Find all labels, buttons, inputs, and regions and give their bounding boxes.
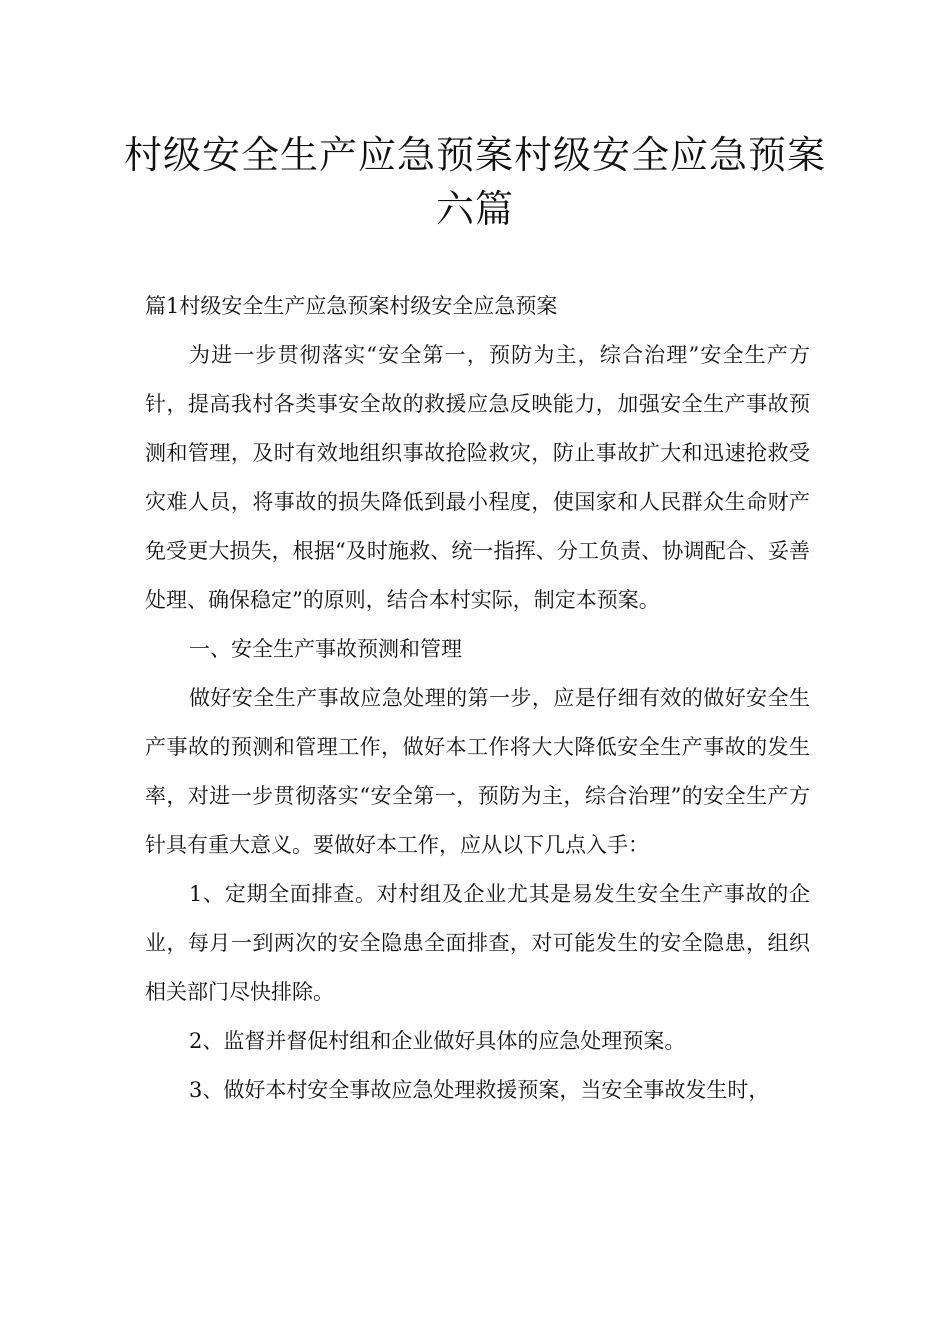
- document-title: 村级安全生产应急预案村级安全应急预案六篇: [123, 133, 826, 231]
- paragraph-item-1: 1、定期全面排查。对村组及企业尤其是易发生安全生产事故的企业，每月一到两次的安全隐患全面排查，对可能发生的安全隐患，组织相关部门尽快排除。: [145, 882, 810, 1004]
- paragraph-item-3: 3、做好本村安全事故应急处理救援预案，当安全事故发生时，: [189, 1078, 770, 1102]
- paragraph-intro: 为进一步贯彻落实“安全第一，预防为主，综合治理”安全生产方针，提高我村各类事安全故的救援应急反映能力，加强安全生产事故预测和管理，及时有效地组织事故抢险救灾，防止事故扩大和迅速抢救受灾难人员，将事故的损失降低到最小程度，使国家和人民群众生命财产免受更大损失，根据“及时施救、统一指挥、分工负责、协调配合、妥善处理、确保稳定”的原则，结合本村实际，制定本预案。: [145, 343, 810, 612]
- paragraph-item-2: 2、监督并督促村组和企业做好具体的应急处理预案。: [189, 1029, 686, 1053]
- section-heading: 篇1村级安全生产应急预案村级安全应急预案: [145, 294, 558, 318]
- paragraph-subheading-1: 一、安全生产事故预测和管理: [189, 637, 462, 661]
- paragraph-prediction: 做好安全生产事故应急处理的第一步，应是仔细有效的做好安全生产事故的预测和管理工作，做好本工作将大大降低安全生产事故的发生率，对进一步贯彻落实“安全第一，预防为主，综合治理”的安全生产方针具有重大意义。要做好本工作，应从以下几点入手：: [145, 686, 810, 857]
- document-body: [145, 282, 810, 1115]
